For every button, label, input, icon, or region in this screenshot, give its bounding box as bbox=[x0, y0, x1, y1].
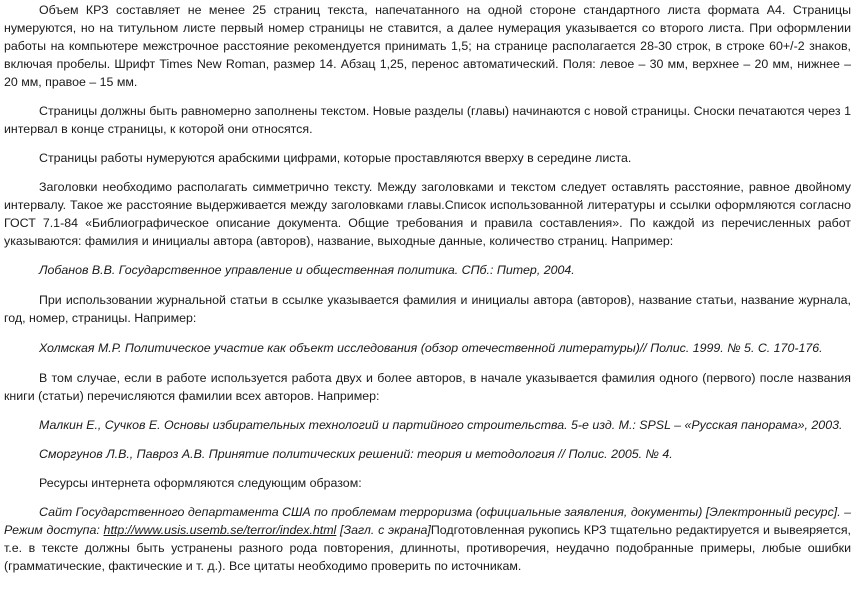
terror-site-link[interactable]: http://www.usis.usemb.se/terror/index.html bbox=[103, 523, 337, 537]
editing-requirements-text: Подготовленная рукопись КРЗ тщательно редактируется и вывеяряется, т.е. в тексте должны быть устранены разного рода повторения, длинноты, противоречия, неудачно подобранные примеры, любые ошибки (грамматические, фактические и т. д.). Все цитаты необходимо проверить по источникам. bbox=[4, 523, 851, 573]
paragraph-internet-example-and-editing bbox=[4, 503, 851, 575]
paragraph-journal-article: При использовании журнальной статьи в ссылке указывается фамилия и инициалы автора (авторов), название статьи, название журнала, год, номер, страницы. Например: bbox=[4, 293, 851, 325]
example-two-authors-reference: Малкин Е., Сучков Е. Основы избирательных технологий и партийного строительства. 5-е изд. М.: SPSL – «Русская панорама», 2003. bbox=[39, 418, 843, 432]
document-body bbox=[4, 0, 851, 575]
example-journal-reference: Холмская М.Р. Политическое участие как объект исследования (обзор отечественной литературы)// Полис. 1999. № 5. С. 170-176. bbox=[39, 341, 823, 355]
paragraph-page-filling: Страницы должны быть равномерно заполнены текстом. Новые разделы (главы) начинаются с новой страницы. Сноски печатаются через 1 интервал в конце страницы, к которой они относятся. bbox=[4, 104, 851, 136]
paragraph-multiple-authors: В том случае, если в работе используется работа двух и более авторов, в начале указывается фамилия одного (первого) после названия книги (статьи) перечисляются фамилии всех авторов. Например: bbox=[4, 371, 851, 403]
paragraph-volume-requirements: Объем КРЗ составляет не менее 25 страниц текста, напечатанного на одной стороне стандартного листа формата А4. Страницы нумеруются, но на титульном листе первый номер страницы не ставится, а далее нумерация указывается со второго листа. При оформлении работы на компьютере межстрочное расстояние рекомендуется принимать 1,5; на странице располагается 28-30 строк, в строке 60+/-2 знаков, включая пробелы. Шрифт Times New Roman, размер 14. Абзац 1,25, перенос автоматический. Поля: левое – 30 мм, верхнее – 20 мм, нижнее – 20 мм, правое – 15 мм. bbox=[4, 3, 851, 89]
example-two-authors-journal: Сморгунов Л.В., Павроз А.В. Принятие политических решений: теория и методология // Полис. 2005. № 4. bbox=[39, 447, 673, 461]
internet-example-text: Сайт Государственного департамента США по проблемам терроризма (официальные заявления, документы) [Электронный ресурс]. – Режим доступа: bbox=[4, 505, 851, 537]
example-book-reference: Лобанов В.В. Государственное управление и общественная политика. СПб.: Питер, 2004. bbox=[39, 263, 575, 277]
title-from-screen-note: [Загл. с экрана] bbox=[336, 523, 431, 537]
paragraph-headings-references: Заголовки необходимо располагать симметрично тексту. Между заголовками и текстом следует оставлять расстояние, равное двойному интервалу. Такое же расстояние выдерживается между заголовками главы.Список использованной литературы и ссылки оформляются согласно ГОСТ 7.1-84 «Библиографическое описание документа. Общие требования и правила составления». По каждой из перечисленных работ указываются: фамилия и инициалы автора (авторов), название, выходные данные, количество страниц. Например: bbox=[4, 180, 851, 248]
paragraph-page-numbering: Страницы работы нумеруются арабскими цифрами, которые проставляются вверху в середине листа. bbox=[39, 151, 632, 165]
paragraph-internet-resources: Ресурсы интернета оформляются следующим образом: bbox=[39, 476, 362, 490]
